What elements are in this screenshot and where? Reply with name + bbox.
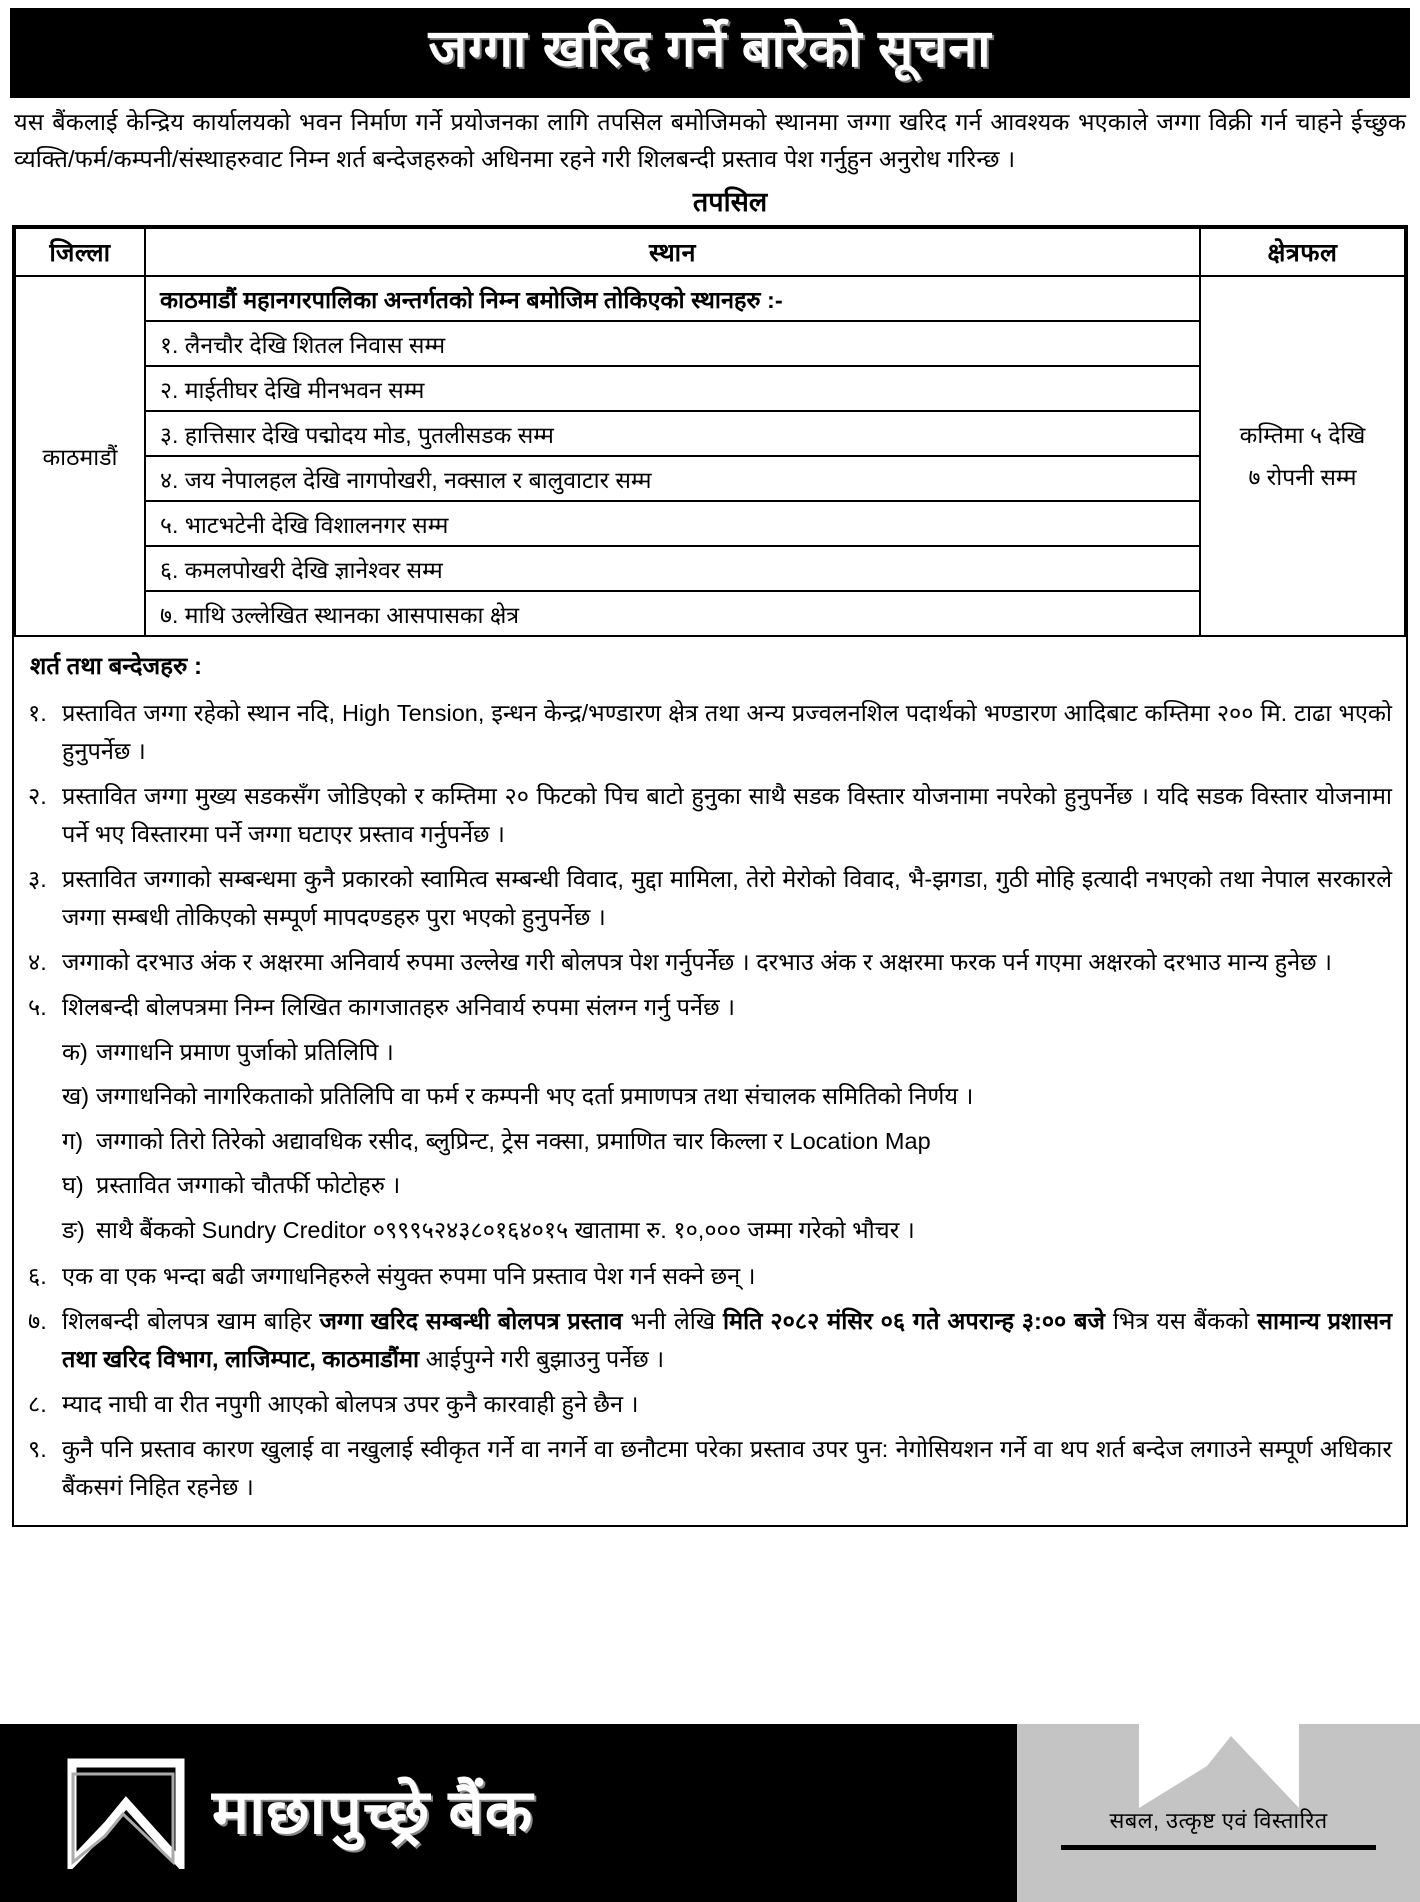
condition-number: ३. [28,866,47,893]
notice-body-frame [12,225,1408,1527]
condition-item-7 [28,1302,1392,1378]
bank-name: माछापुच्छ्रे बैंक [212,1778,534,1848]
condition-item-2 [28,777,1392,853]
emphasis-text: जग्गा खरिद सम्बन्धी बोलपत्र प्रस्ताव [319,1307,623,1334]
table-header-row [15,228,1405,276]
footer-bar [0,1724,1420,1902]
condition-subitem-gha [62,1167,1392,1205]
mountain-logo-icon [66,1757,186,1869]
condition-text: म्याद नाघी वा रीत नपुगी आएको बोलपत्र उपर कुनै कारवाही हुने छैन । [62,1390,639,1417]
place-list-heading: काठमाडौं महानगरपालिका अन्तर्गतको निम्न बमोजिम तोकिएको स्थानहरु :- [146,277,1199,321]
conditions-title: शर्त तथा बन्देजहरु : [30,653,202,681]
condition-item-3 [28,860,1392,936]
condition-text: जग्गाको दरभाउ अंक र अक्षरमा अनिवार्य रुपमा उल्लेख गरी बोलपत्र पेश गर्नुपर्नेछ । दरभाउ अंक र अक्षरमा फरक पर्न गएमा अक्षरको दरभाउ मान्य हुनेछ । [62,949,1333,976]
conditions-section [14,637,1406,1525]
list-item [146,501,1199,546]
schedule-label: तपसिल [692,187,768,218]
footer-brand [0,1724,1017,1902]
list-item [146,366,1199,411]
subitem-label: ग) [62,1127,84,1154]
condition-item-6 [28,1257,1392,1295]
subitem-label: घ) [62,1172,84,1199]
list-item [146,411,1199,456]
condition-item-1 [28,694,1392,770]
place-list [146,277,1199,635]
condition-number: ५. [28,994,47,1021]
list-item [146,277,1199,321]
condition-item-5 [28,988,1392,1026]
list-item [146,321,1199,366]
condition-subitem-nga [62,1212,1392,1250]
emphasis-text: सामान्य प्रशासन तथा खरिद विभाग, लाजिम्पाट, काठमाडौंमा [62,1307,1393,1372]
condition-text: एक वा एक भन्दा बढी जग्गाधनिहरुले संयुक्त रुपमा पनि प्रस्ताव पेश गर्न सक्ने छन् । [62,1262,756,1289]
district-value: काठमाडौं [15,276,145,636]
condition-number: १. [28,700,47,727]
emphasis-text: मिति २०८२ मंसिर ०६ गते अपरान्ह ३:०० बजे [722,1307,1105,1334]
bank-tagline: सबल, उत्कृष्ट एवं विस्तारित [1109,1808,1328,1833]
subitem-text: जग्गाको तिरो तिरेको अद्यावधिक रसीद, ब्लुप्रिन्ट, ट्रेस नक्सा, प्रमाणित चार किल्ला र Location Map [96,1127,931,1154]
footer-tagline-panel [1017,1724,1420,1902]
table-row [15,276,1405,636]
list-item [146,546,1199,591]
condition-text: शिलबन्दी बोलपत्रमा निम्न लिखित कागजातहरु अनिवार्य रुपमा संलग्न गर्नु पर्नेछ । [62,994,735,1021]
notice-title-banner [10,8,1410,98]
condition-subitem-kha [62,1078,1392,1116]
plain-text: भनी लेखि [622,1307,723,1334]
condition-number: ८. [28,1390,47,1417]
list-item [146,456,1199,501]
list-item [146,591,1199,635]
schedule-table [14,227,1406,637]
condition-subitem-ka [62,1034,1392,1072]
column-header-area: क्षेत्रफल [1200,228,1405,276]
condition-text: कुनै पनि प्रस्ताव कारण खुलाई वा नखुलाई स्वीकृत गर्ने वा नगर्ने वा छनौटमा परेका प्रस्ताव उपर पुन: नेगोसियशन गर्ने वा थप शर्त बन्देज लगाउने सम्पूर्ण अधिकार बैंकसगं निहित रहनेछ । [62,1435,1392,1500]
column-header-place: स्थान [145,228,1200,276]
subitem-text: प्रस्तावित जग्गाको चौतर्फी फोटोहरु । [96,1172,401,1199]
plain-text: शिलबन्दी बोलपत्र खाम बाहिर [62,1307,320,1334]
area-value-line2: ७ रोपनी सम्म [1248,464,1357,491]
place-item: ६. कमलपोखरी देखि ज्ञानेश्वर सम्म [146,546,1199,591]
subitem-text: जग्गाधनिको नागरिकताको प्रतिलिपि वा फर्म र कम्पनी भए दर्ता प्रमाणपत्र तथा संचालक समितिको निर्णय । [96,1083,974,1110]
intro-paragraph: यस बैंकलाई केन्द्रिय कार्यालयको भवन निर्माण गर्ने प्रयोजनका लागि तपसिल बमोजिमको स्थानमा जग्गा खरिद गर्न आवश्यक भएकाले जग्गा विक्री गर्न चाहने ईच्छुक व्यक्ति/फर्म/कम्पनी/संस्थाहरुवाट निम्न शर्त बन्देजहरुको अधिनमा रहने गरी शिलबन्दी प्रस्ताव पेश गर्नुहुन अनुरोध गरिन्छ । [14,108,1406,172]
subitem-text: साथै बैंकको Sundry Creditor ०९९९५२४३८०१६४०१५ खातामा रु. १०,००० जम्मा गरेको भौचर । [96,1216,915,1243]
place-item: २. माईतीघर देखि मीनभवन सम्म [146,366,1199,411]
mountain-watermark-icon [1139,1678,1299,1808]
place-item: ३. हात्तिसार देखि पद्मोदय मोड, पुतलीसडक सम्म [146,411,1199,456]
condition-text: प्रस्तावित जग्गा रहेको स्थान नदि, High Tension, इन्धन केन्द्र/भण्डारण क्षेत्र तथा अन्य प्रज्वलनशिल पदार्थको भण्डारण आदिबाट कम्तिमा २०० मि. टाढा भएको हुनुपर्नेछ । [62,700,1392,765]
condition-number: ६. [28,1262,47,1289]
tagline-underline [1061,1845,1376,1850]
plain-text: भित्र यस बैंकको [1104,1307,1258,1334]
place-item: ७. माथि उल्लेखित स्थानका आसपासका क्षेत्र [160,601,520,628]
subitem-label: ख) [62,1083,90,1110]
subitem-label: ङ) [62,1216,85,1243]
condition-number: ४. [28,949,47,976]
condition-number: ७. [28,1307,47,1334]
area-value-line1: कम्तिमा ५ देखि [1239,421,1366,448]
condition-item-4 [28,943,1392,981]
condition-item-8 [28,1385,1392,1423]
subitem-label: क) [62,1038,88,1065]
subitem-text: जग्गाधनि प्रमाण पुर्जाको प्रतिलिपि । [96,1038,394,1065]
condition-text: प्रस्तावित जग्गा मुख्य सडकसँग जोडिएको र कम्तिमा २० फिटको पिच बाटो हुनुका साथै सडक विस्तार योजनामा नपरेको हुनुपर्नेछ । यदि सडक विस्तार योजनामा पर्ने भए विस्तारमा पर्ने जग्गा घटाएर प्रस्ताव गर्नुपर्नेछ । [62,783,1392,848]
place-item: १. लैनचौर देखि शितल निवास सम्म [146,321,1199,366]
page-title: जग्गा खरिद गर्ने बारेको सूचना [428,20,992,78]
condition-number: ९. [28,1435,47,1462]
condition-subitem-ga [62,1123,1392,1161]
condition-text [62,1302,1392,1378]
plain-text: आईपुग्ने गरी बुझाउनु पर्नेछ । [419,1345,665,1372]
condition-number: २. [28,783,47,810]
area-value-cell [1200,276,1405,636]
tagline-block [1017,1805,1420,1850]
place-item: ५. भाटभटेनी देखि विशालनगर सम्म [146,501,1199,546]
place-list-cell [145,276,1200,636]
column-header-district: जिल्ला [15,228,145,276]
condition-item-9 [28,1430,1392,1506]
condition-text: प्रस्तावित जग्गाको सम्बन्धमा कुनै प्रकारको स्वामित्व सम्बन्धी विवाद, मुद्दा मामिला, तेरो मेरोको विवाद, भै-झगडा, गुठी मोहि इत्यादी नभएको तथा नेपाल सरकारले जग्गा सम्बधी तोकिएको सम्पूर्ण मापदण्डहरु पुरा भएको हुनुपर्नेछ । [62,866,1392,931]
place-item: ४. जय नेपालहल देखि नागपोखरी, नक्साल र बालुवाटार सम्म [146,456,1199,501]
